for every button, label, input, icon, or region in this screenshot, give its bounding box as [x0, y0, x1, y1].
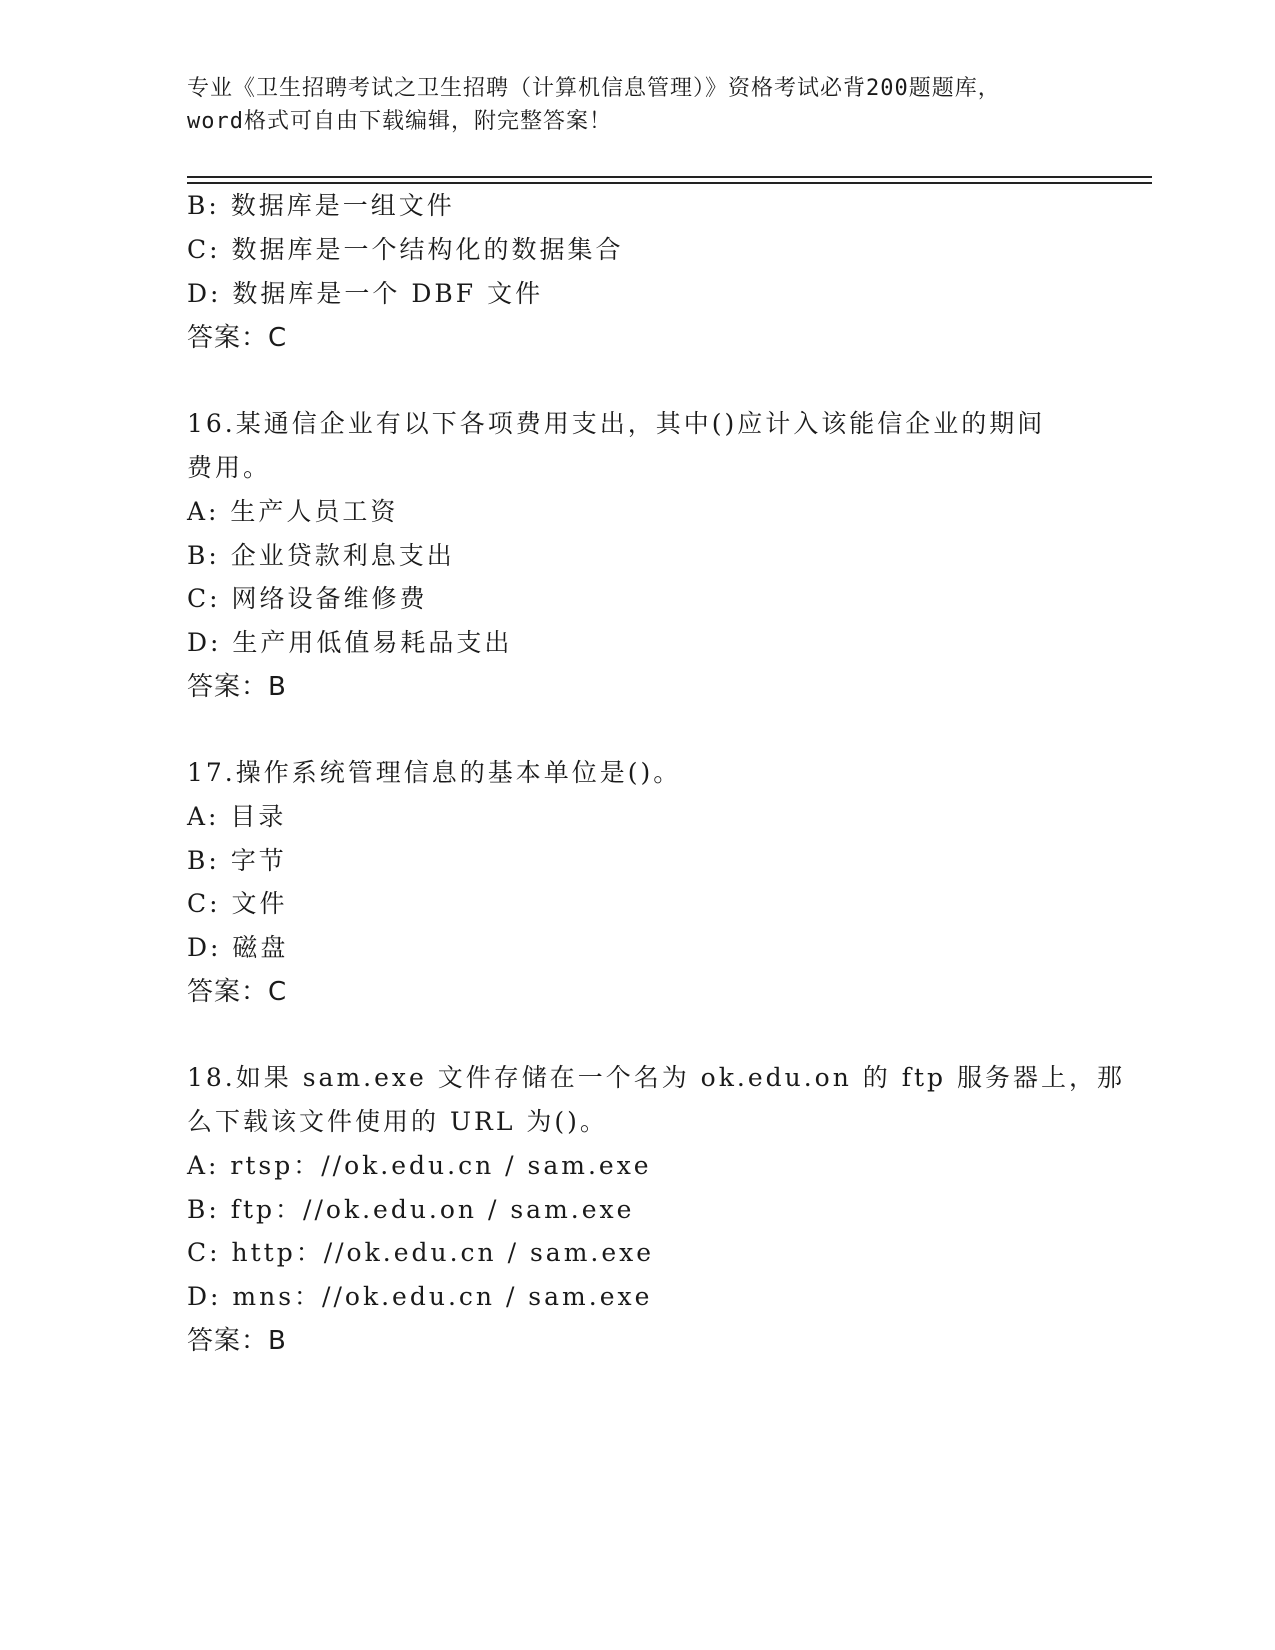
- q16-stem-line-1: 16.某通信企业有以下各项费用支出，其中()应计入该能信企业的期间: [187, 409, 1046, 438]
- q18-stem-line-1: 18.如果 sam.exe 文件存储在一个名为 ok.edu.on 的 ftp 服务器上，那: [187, 1063, 1125, 1092]
- q17-option-c: C: 文件: [187, 889, 288, 918]
- q17-option-b: B: 字节: [187, 846, 287, 875]
- header-title-line-1: 专业《卫生招聘考试之卫生招聘（计算机信息管理）》资格考试必背200题题库，: [187, 76, 1001, 101]
- q16-stem-line-2: 费用。: [187, 453, 272, 482]
- q18-stem-line-2: 么下载该文件使用的 URL 为()。: [187, 1107, 608, 1136]
- header-divider-top: [187, 176, 1152, 178]
- q15-answer: 答案：C: [187, 323, 288, 353]
- q16-answer: 答案：B: [187, 672, 287, 702]
- q16-option-a: A: 生产人员工资: [187, 497, 399, 526]
- q18-option-b: B: ftp：//ok.edu.on / sam.exe: [187, 1195, 635, 1224]
- q16-option-c: C: 网络设备维修费: [187, 584, 428, 613]
- q18-answer: 答案：B: [187, 1326, 287, 1356]
- header-title-line-2: word格式可自由下载编辑，附完整答案！: [187, 109, 612, 134]
- q17-stem-line-1: 17.操作系统管理信息的基本单位是()。: [187, 758, 682, 787]
- q15-option-b: B: 数据库是一组文件: [187, 191, 455, 220]
- q18-option-d: D: mns：//ok.edu.cn / sam.exe: [187, 1282, 653, 1311]
- document-header: [187, 72, 1087, 138]
- header-divider-bottom: [187, 182, 1152, 184]
- q16-option-d: D: 生产用低值易耗品支出: [187, 628, 513, 657]
- q17-answer: 答案：C: [187, 977, 288, 1007]
- q17-option-d: D: 磁盘: [187, 933, 289, 962]
- q15-option-d: D: 数据库是一个 DBF 文件: [187, 279, 544, 308]
- q16-option-b: B: 企业贷款利息支出: [187, 541, 455, 570]
- q18-option-a: A: rtsp：//ok.edu.cn / sam.exe: [187, 1151, 652, 1180]
- q18-option-c: C: http：//ok.edu.cn / sam.exe: [187, 1238, 655, 1267]
- q15-option-c: C: 数据库是一个结构化的数据集合: [187, 235, 624, 264]
- q17-option-a: A: 目录: [187, 802, 287, 831]
